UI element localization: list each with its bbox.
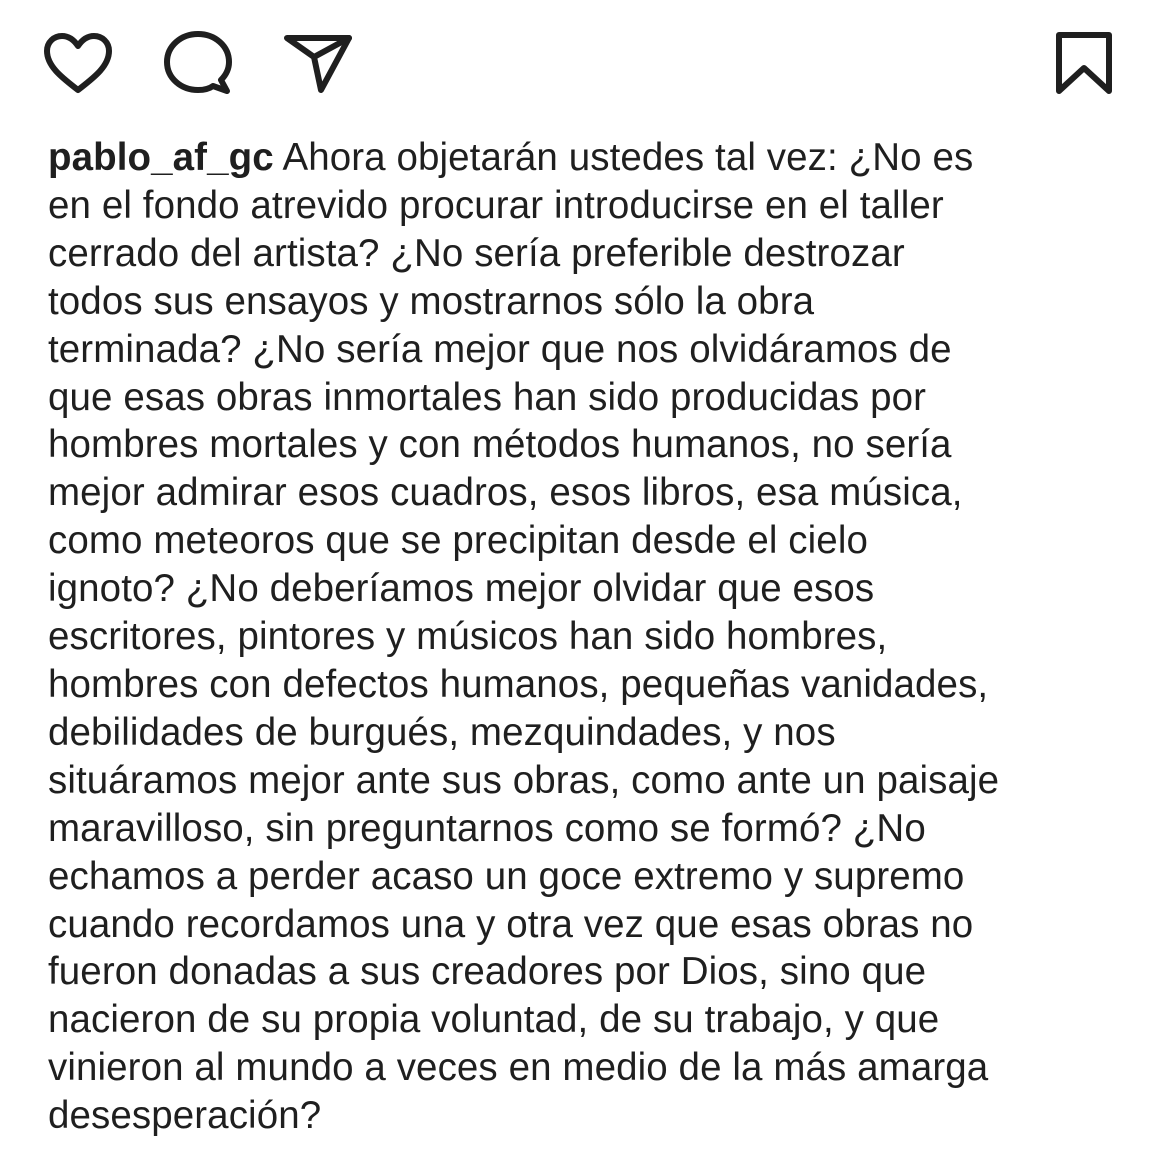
caption-line: desesperación? [48, 1094, 322, 1138]
caption-line: cerrado del artista? ¿No sería preferible destrozar [48, 231, 905, 275]
caption-line: que esas obras inmortales han sido producidas por [48, 375, 927, 419]
caption-username[interactable]: pablo_af_gc [48, 136, 274, 179]
caption-line: nacieron de su propia voluntad, de su trabajo, y que [48, 998, 940, 1042]
caption-line: fueron donadas a sus creadores por Dios, sino que [48, 950, 927, 994]
caption-line: debilidades de burgués, mezquindades, y nos [48, 710, 836, 754]
comment-button[interactable] [160, 28, 236, 98]
share-button[interactable] [280, 28, 356, 98]
post-action-bar [40, 28, 1122, 98]
caption-line: situáramos mejor ante sus obras, como ante un paisaje [48, 758, 1000, 802]
caption-line: ignoto? ¿No deberíamos mejor olvidar que esos [48, 567, 875, 611]
caption-line: como meteoros que se precipitan desde el cielo [48, 519, 868, 563]
caption-line: en el fondo atrevido procurar introducirse en el taller [48, 183, 944, 227]
caption-line: hombres mortales y con métodos humanos, no sería [48, 423, 952, 467]
caption-line: vinieron al mundo a veces en medio de la más amarga [48, 1046, 989, 1090]
caption-line: todos sus ensayos y mostrarnos sólo la obra [48, 279, 815, 323]
caption-line: mejor admirar esos cuadros, esos libros, esa música, [48, 471, 963, 515]
caption-line: hombres con defectos humanos, pequeñas vanidades, [48, 662, 989, 706]
caption-line: escritores, pintores y músicos han sido hombres, [48, 615, 888, 659]
caption-line: cuando recordamos una y otra vez que esas obras no [48, 902, 974, 946]
bookmark-outline-icon [1054, 31, 1114, 95]
heart-outline-icon [42, 32, 114, 94]
caption-line-first [48, 134, 1128, 182]
post-caption [48, 134, 1128, 1140]
caption-line: terminada? ¿No sería mejor que nos olvidáramos de [48, 327, 952, 371]
like-button[interactable] [40, 28, 116, 98]
caption-text: Ahora objetarán ustedes tal vez: ¿No es [282, 136, 974, 179]
caption-line: echamos a perder acaso un goce extremo y supremo [48, 854, 965, 898]
speech-bubble-icon [163, 28, 233, 98]
caption-line: maravilloso, sin preguntarnos como se formó? ¿No [48, 806, 926, 850]
save-button[interactable] [1046, 28, 1122, 98]
paper-plane-icon [283, 32, 353, 94]
